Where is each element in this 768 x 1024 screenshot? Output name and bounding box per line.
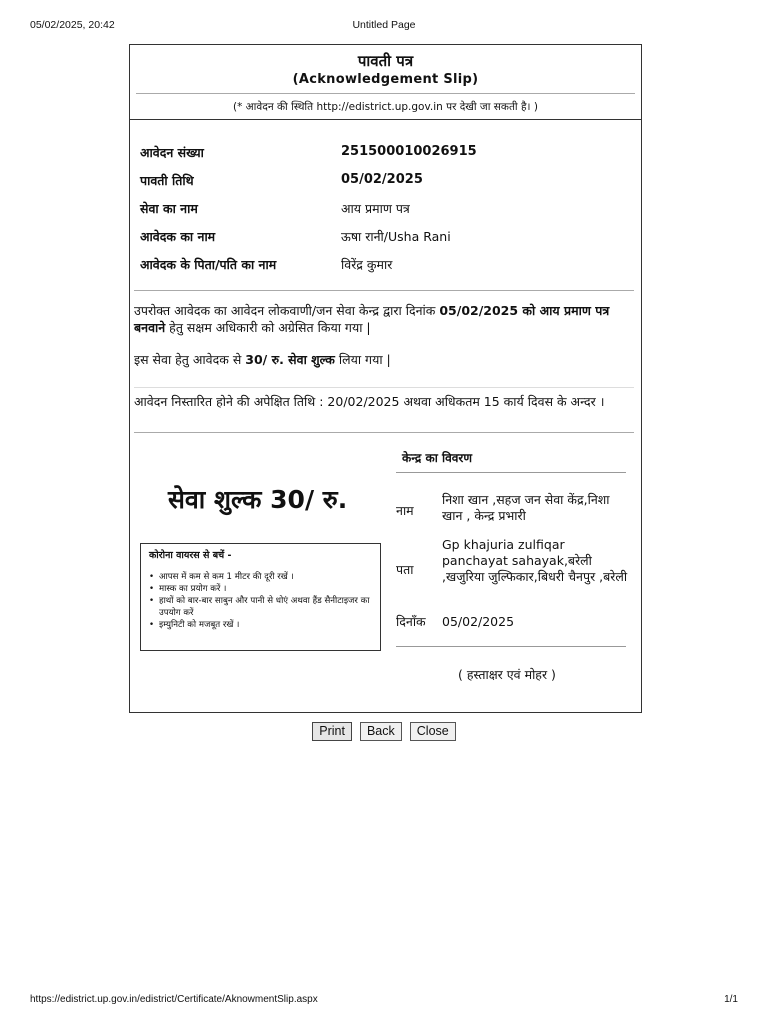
disposal-days: 15 <box>483 394 500 409</box>
disposal-statement <box>134 393 624 410</box>
forward-statement <box>134 302 624 336</box>
fee-text-1: इस सेवा हेतु आवेदक से <box>134 352 246 367</box>
service-fee-large: सेवा शुल्क 30/ रु. <box>168 485 348 514</box>
print-page-title: Untitled Page <box>352 19 416 31</box>
disposal-text-1: आवेदन निस्तारित होने की अपेक्षित तिथि : <box>134 394 328 409</box>
detail-label: आवेदन संख्या <box>140 145 204 160</box>
father-husband-name: विरेंद्र कुमार <box>341 257 393 272</box>
print-url: https://edistrict.up.gov.in/edistrict/Certificate/AknowmentSlip.aspx <box>30 994 318 1005</box>
slip-header <box>130 45 641 120</box>
detail-label: आवेदक का नाम <box>140 229 216 244</box>
fee-text-2: लिया गया | <box>334 352 391 367</box>
print-header <box>0 19 768 33</box>
status-note: (* आवेदन की स्थिति http://edistrict.up.gov.in पर देखी जा सकती है। ) <box>233 101 538 113</box>
print-datetime: 05/02/2025, 20:42 <box>30 19 115 31</box>
application-number: 251500010026915 <box>341 144 477 159</box>
section-divider <box>134 290 634 291</box>
corona-item: • मास्क का प्रयोग करें । <box>149 583 372 595</box>
signature-seal-label: ( हस्ताक्षर एवं मोहर ) <box>458 667 556 682</box>
close-button[interactable]: Close <box>410 722 456 741</box>
center-details-title: केन्द्र का विवरण <box>402 451 473 465</box>
corona-item: • हाथों को बार-बार साबुन और पानी से धोएं अथवा हैंड सैनीटाइजर का उपयोग करें <box>149 595 372 619</box>
detail-label: सेवा का नाम <box>140 201 198 216</box>
forward-service: आय प्रमाण पत्र बनवाने <box>134 303 610 335</box>
forward-text-2: को <box>518 303 540 318</box>
center-divider <box>396 472 626 473</box>
center-name-label: नाम <box>396 503 414 518</box>
print-page-number: 1/1 <box>724 994 738 1005</box>
detail-row-service-name <box>140 197 620 225</box>
application-details <box>140 141 620 281</box>
section-divider <box>134 387 634 388</box>
center-date: 05/02/2025 <box>442 614 515 629</box>
header-divider <box>136 93 635 94</box>
forward-text-1: उपरोक्त आवेदक का आवेदन लोकवाणी/जन सेवा केन्द्र द्वारा दिनांक <box>134 303 440 318</box>
center-date-label: दिनाँक <box>396 614 426 629</box>
detail-row-applicant-name <box>140 225 620 253</box>
disposal-date: 20/02/2025 <box>327 394 400 409</box>
print-button[interactable]: Print <box>312 722 352 741</box>
detail-row-application-number <box>140 141 620 169</box>
center-name: निशा खान ,सहज जन सेवा केंद्र,निशा खान , केन्द्र प्रभारी <box>442 492 610 523</box>
slip-title-hindi: पावती पत्र <box>357 52 414 70</box>
corona-advisory-box <box>140 543 381 651</box>
detail-row-receipt-date <box>140 169 620 197</box>
disposal-text-2: अथवा अधिकतम <box>399 394 484 409</box>
center-address: Gp khajuria zulfiqar panchayat sahayak,बरेली ,खजुरिया जुल्फिकार,बिधरी चैनपुर ,बरेली <box>442 537 628 584</box>
corona-item: • आपस में कम से कम 1 मीटर की दूरी रखें । <box>149 571 372 583</box>
forward-date: 05/02/2025 <box>439 303 519 318</box>
disposal-text-3: कार्य दिवस के अन्दर । <box>499 394 605 409</box>
detail-label: आवेदक के पिता/पति का नाम <box>140 257 277 272</box>
center-address-label: पता <box>396 562 414 577</box>
detail-label: पावती तिथि <box>140 173 194 188</box>
section-divider <box>134 432 634 433</box>
back-button[interactable]: Back <box>360 722 402 741</box>
corona-title: कोरोना वायरस से बचें - <box>149 550 232 561</box>
service-name: आय प्रमाण पत्र <box>341 201 410 216</box>
detail-row-father-husband-name <box>140 253 620 281</box>
corona-item: • इम्युनिटी को मजबूत रखें । <box>149 619 372 631</box>
fee-amount: 30/ रु. सेवा शुल्क <box>245 352 335 367</box>
forward-text-3: हेतु सक्षम अधिकारी को अग्रेसित किया गया | <box>165 320 371 335</box>
receipt-date: 05/02/2025 <box>341 172 423 187</box>
corona-list <box>149 571 372 631</box>
acknowledgement-slip <box>129 44 642 713</box>
applicant-name: ऊषा रानी/Usha Rani <box>341 229 451 244</box>
slip-title-english: (Acknowledgement Slip) <box>292 72 479 87</box>
center-divider <box>396 646 626 647</box>
action-buttons <box>0 722 768 741</box>
fee-statement <box>134 351 624 368</box>
